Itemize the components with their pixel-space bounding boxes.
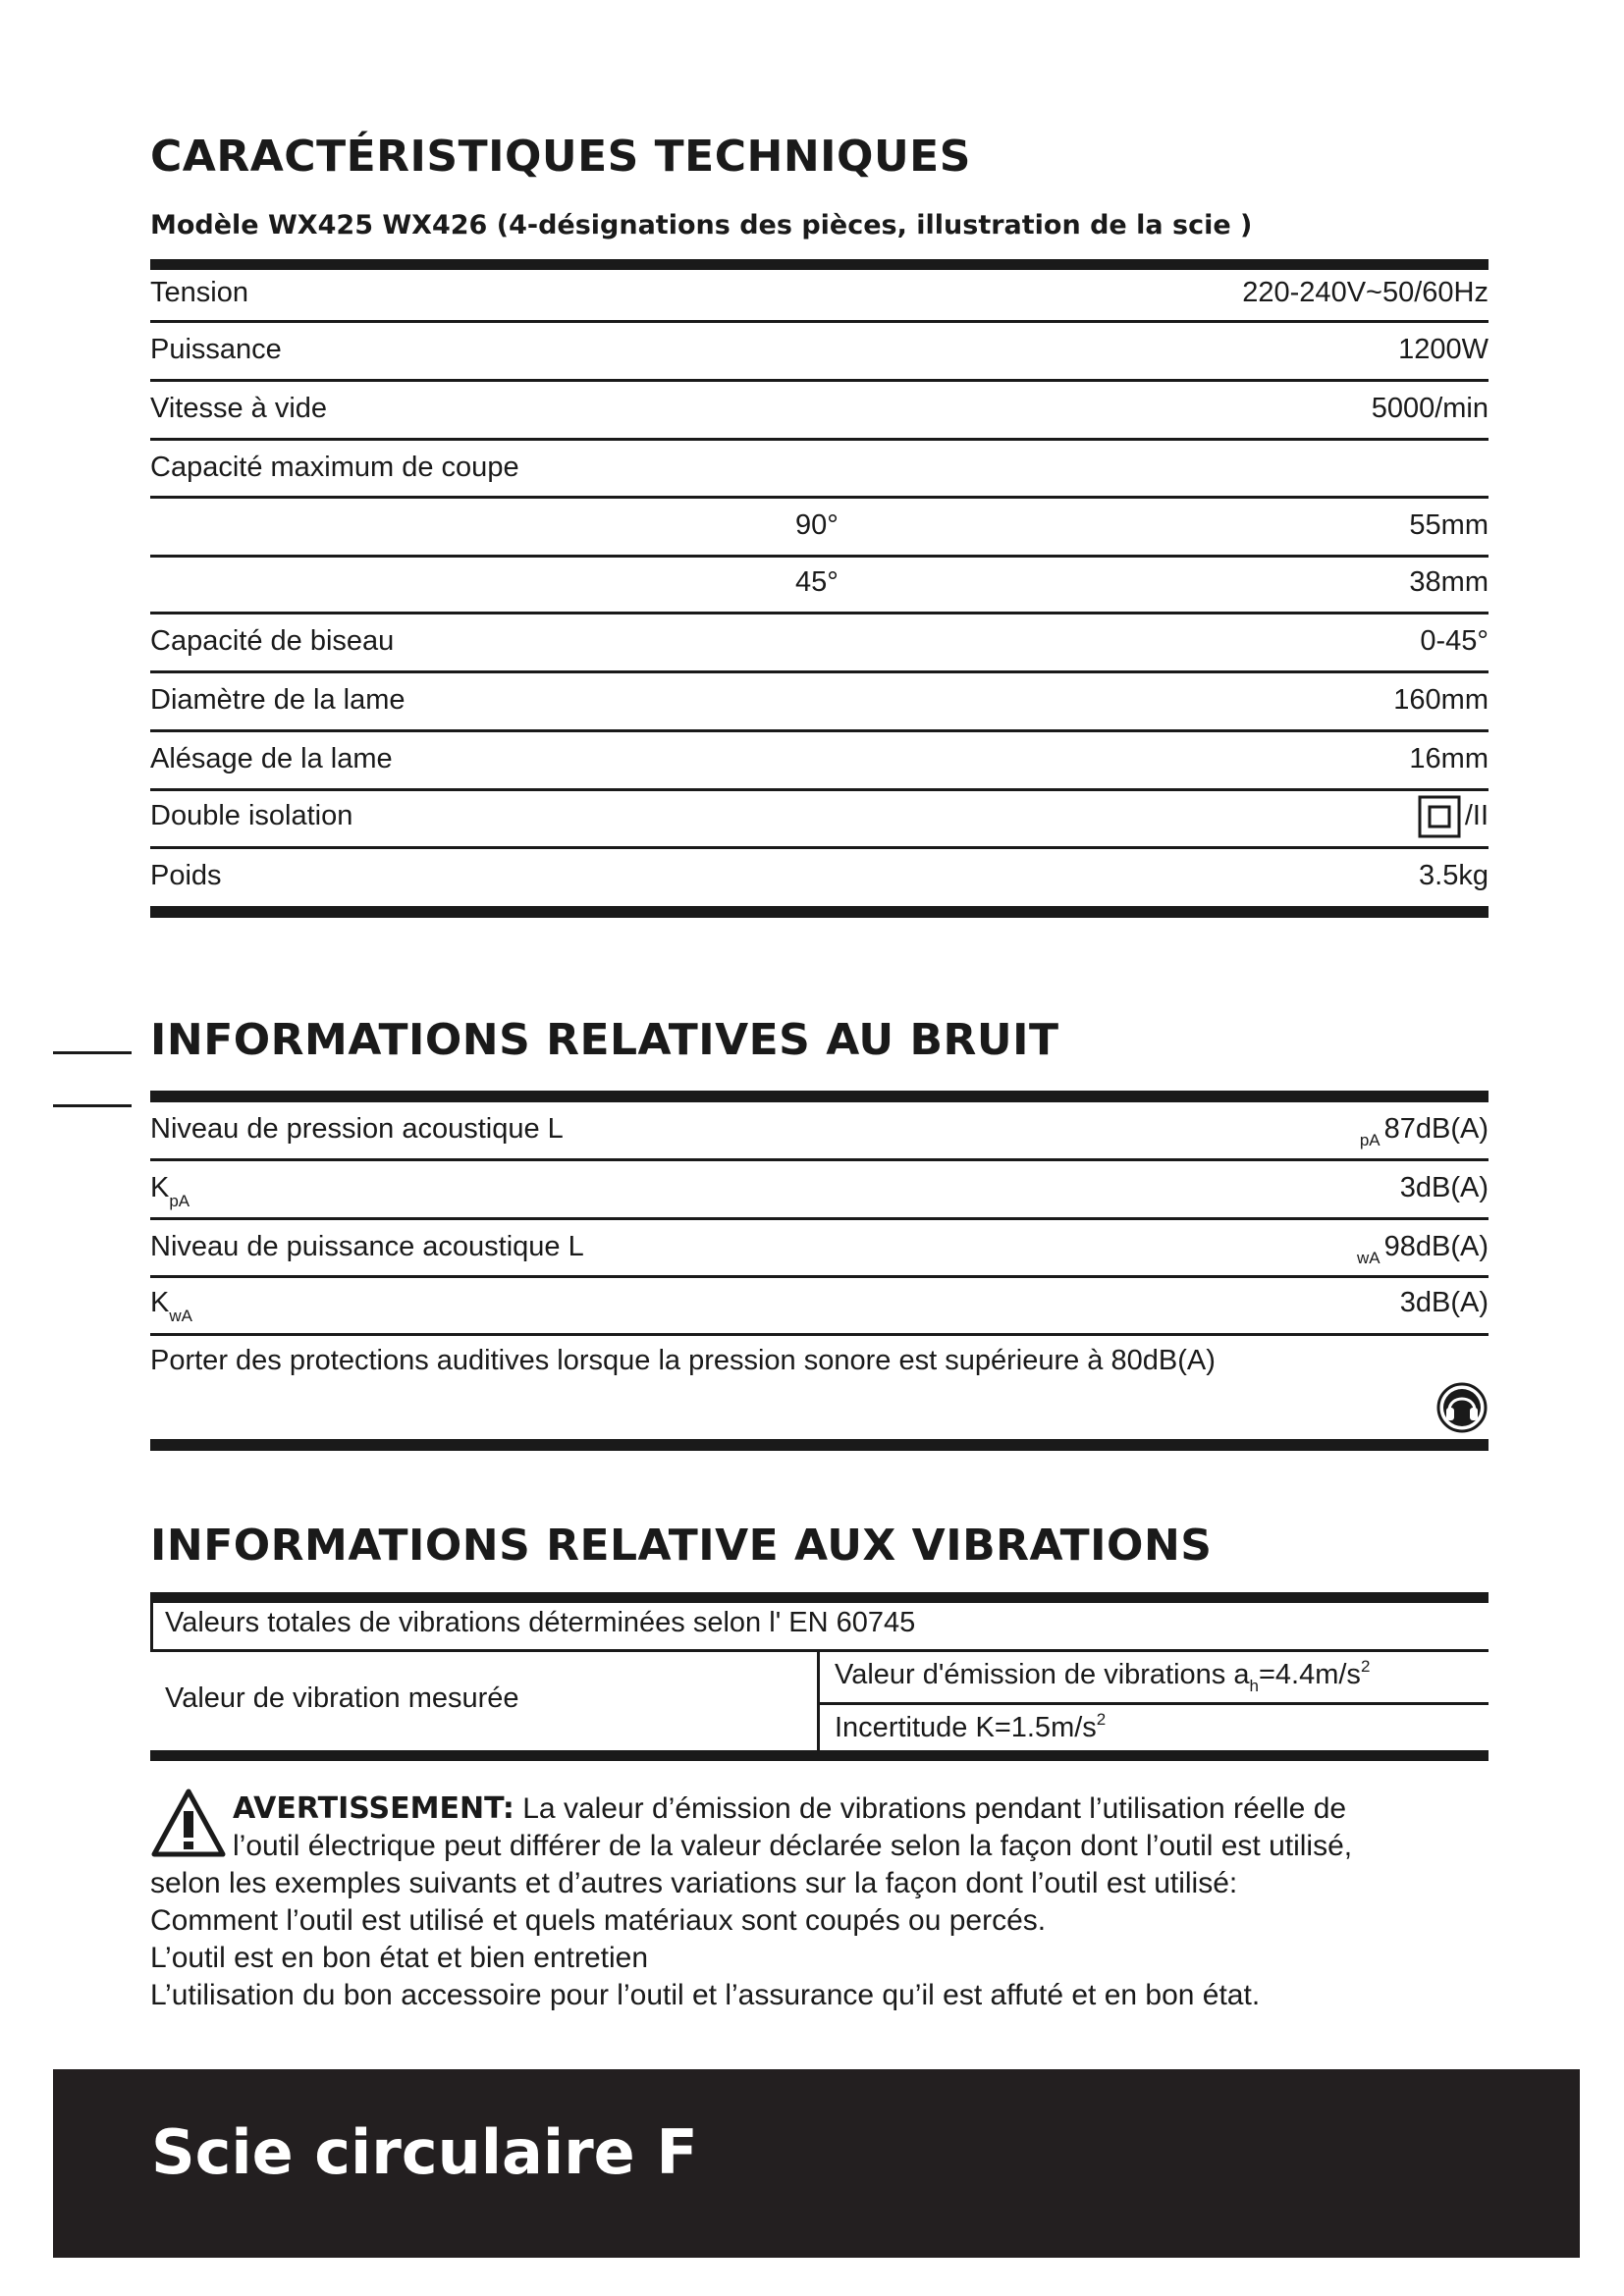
spec-label: Poids [150, 860, 222, 891]
spec-label: Diamètre de la lame [150, 684, 406, 716]
noise-label-sub: pA [169, 1192, 190, 1210]
spec-row [150, 265, 1489, 320]
warning-text-5: L’outil est en bon état et bien entretien [150, 1942, 649, 1974]
specs-subtitle: Modèle WX425 WX426 (4-désignations des pièces, illustration de la scie ) [150, 210, 1253, 240]
spec-value: 160mm [1393, 684, 1489, 716]
noise-row [150, 1275, 1489, 1330]
noise-unit-sub: wA [1356, 1249, 1380, 1267]
double-insulation-value [1418, 788, 1489, 843]
spec-row [150, 614, 1489, 668]
spec-row [150, 498, 1489, 553]
hearing-protection-note: Porter des protections auditives lorsque la pression sonore est supérieure à 80dB(A) [150, 1345, 1216, 1376]
spec-angle: 45° [795, 566, 839, 598]
uncertainty-sup: 2 [1096, 1710, 1107, 1729]
double-insulation-icon [1418, 795, 1461, 838]
spec-value: /II [1464, 800, 1489, 831]
warning-text-6: L’utilisation du bon accessoire pour l’outil et l’assurance qu’il est affuté et en bon état. [150, 1979, 1261, 2011]
warning-text-1: La valeur d’émission de vibrations pendant l’utilisation réelle de [514, 1792, 1347, 1825]
specs-title: CARACTÉRISTIQUES TECHNIQUES [150, 132, 971, 182]
margin-mark [53, 1051, 132, 1054]
spec-row [150, 381, 1489, 436]
noise-label: K [150, 1172, 170, 1203]
noise-value: 98dB(A) [1383, 1231, 1489, 1262]
spec-value: 0-45° [1420, 625, 1489, 657]
noise-value: 3dB(A) [1399, 1172, 1489, 1203]
spec-angle: 90° [795, 509, 839, 541]
spec-label: Capacité de biseau [150, 625, 395, 657]
spec-label: Tension [150, 277, 248, 308]
footer-title: Scie circulaire F [151, 2116, 698, 2188]
noise-label: Niveau de puissance acoustique L [150, 1231, 584, 1262]
spec-label: Double isolation [150, 800, 353, 831]
footer-bar [53, 2069, 1580, 2258]
spec-value: 220-240V~50/60Hz [1242, 277, 1489, 308]
warning-text-2: l’outil électrique peut différer de la valeur déclarée selon la façon dont l’outil est utilisé, [233, 1830, 1353, 1862]
warning-text-3: selon les exemples suivants et d’autres variations sur la façon dont l’outil est utilisé: [150, 1867, 1238, 1899]
vibration-measured-label: Valeur de vibration mesurée [165, 1682, 519, 1714]
noise-row [150, 1219, 1489, 1274]
noise-unit-sub: pA [1359, 1131, 1380, 1149]
warning-text-4: Comment l’outil est utilisé et quels matériaux sont coupés ou percés. [150, 1904, 1047, 1937]
spec-row [150, 848, 1489, 903]
warning-label: AVERTISSEMENT: [233, 1791, 514, 1826]
noise-label: Niveau de pression acoustique L [150, 1113, 564, 1145]
emission-prefix: Valeur d'émission de vibrations a [835, 1659, 1250, 1690]
spec-value: 3.5kg [1419, 860, 1489, 891]
vibration-emission [835, 1657, 1371, 1695]
spec-row [150, 672, 1489, 727]
table-border [150, 1600, 153, 1649]
warning-triangle-icon [150, 1788, 227, 1858]
column-divider [817, 1649, 820, 1751]
uncertainty-prefix: Incertitude K=1.5m/s [835, 1712, 1097, 1743]
noise-label-sub: wA [169, 1307, 192, 1325]
spec-value: 16mm [1409, 743, 1489, 774]
spec-row [150, 440, 1489, 495]
vibration-uncertainty [835, 1712, 1106, 1744]
noise-label: K [150, 1287, 170, 1318]
emission-value: =4.4m/s [1258, 1659, 1361, 1690]
noise-title: INFORMATIONS RELATIVES AU BRUIT [150, 1015, 1059, 1065]
spec-row [150, 788, 1489, 843]
spec-row [150, 731, 1489, 786]
noise-value: 87dB(A) [1383, 1113, 1489, 1145]
spec-value: 38mm [1409, 566, 1489, 598]
row-divider [817, 1702, 1489, 1705]
spec-label: Puissance [150, 334, 282, 365]
spec-row [150, 555, 1489, 610]
spec-value: 55mm [1409, 509, 1489, 541]
spec-row [150, 322, 1489, 377]
noise-row [150, 1101, 1489, 1156]
margin-mark [53, 1104, 132, 1107]
spec-label: Alésage de la lame [150, 743, 393, 774]
ear-protection-icon [1435, 1381, 1489, 1434]
spec-label: Capacité maximum de coupe [150, 452, 519, 483]
vibration-bottom-rule [150, 1750, 1489, 1761]
vibration-top-rule [150, 1592, 1489, 1603]
noise-note [150, 1333, 1489, 1388]
spec-value: 5000/min [1371, 393, 1489, 424]
noise-row [150, 1160, 1489, 1215]
vibration-header: Valeurs totales de vibrations déterminées selon l' EN 60745 [165, 1607, 916, 1638]
noise-bottom-rule [150, 1439, 1489, 1451]
emission-sup: 2 [1360, 1657, 1371, 1676]
spec-label: Vitesse à vide [150, 393, 328, 424]
emission-sub: h [1249, 1677, 1259, 1695]
warning-line [233, 1790, 1346, 1828]
specs-bottom-rule [150, 906, 1489, 918]
vibration-title: INFORMATIONS RELATIVE AUX VIBRATIONS [150, 1521, 1213, 1571]
spec-value: 1200W [1398, 334, 1489, 365]
noise-value: 3dB(A) [1399, 1287, 1489, 1318]
